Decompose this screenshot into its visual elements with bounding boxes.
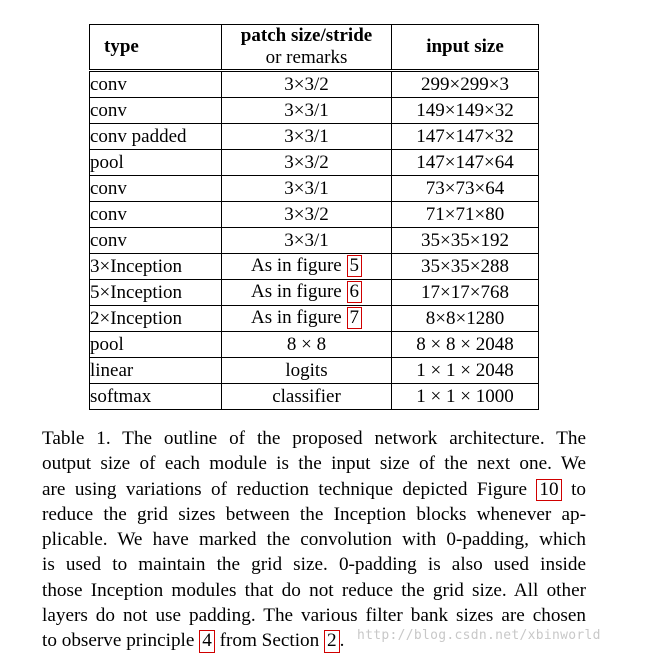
cell-type: softmax bbox=[90, 383, 222, 409]
cell-input: 73×73×64 bbox=[392, 175, 539, 201]
cell-type: conv bbox=[90, 97, 222, 123]
watermark-url: http://blog.csdn.net/xbinworld bbox=[357, 628, 601, 643]
figure-ref-link[interactable]: 7 bbox=[347, 307, 363, 329]
caption-line: reduce the grid sizes between the Inception blocks whenever ap- bbox=[42, 503, 586, 525]
cell-patch: 3×3/2 bbox=[222, 201, 392, 227]
cell-patch bbox=[222, 305, 392, 331]
cell-patch-text: As in figure bbox=[250, 255, 342, 277]
principle-ref-link[interactable]: 4 bbox=[199, 630, 215, 652]
cell-type: 3×Inception bbox=[90, 253, 222, 279]
caption-text: . bbox=[339, 630, 345, 652]
figure-ref-link[interactable]: 6 bbox=[347, 281, 363, 303]
header-patch-line1: patch size/stride bbox=[240, 25, 373, 46]
cell-patch: 3×3/1 bbox=[222, 175, 392, 201]
table-row bbox=[90, 201, 539, 227]
cell-input: 17×17×768 bbox=[392, 279, 539, 305]
table-row bbox=[90, 253, 539, 279]
figure-ref-link[interactable]: 10 bbox=[536, 479, 561, 501]
cell-patch: 3×3/1 bbox=[222, 97, 392, 123]
table-row bbox=[90, 70, 539, 97]
cell-type: conv bbox=[90, 227, 222, 253]
cell-patch: 3×3/1 bbox=[222, 227, 392, 253]
cell-input: 8 × 8 × 2048 bbox=[392, 331, 539, 357]
cell-patch: 3×3/2 bbox=[222, 149, 392, 175]
cell-patch: 8 × 8 bbox=[222, 331, 392, 357]
cell-type: conv padded bbox=[90, 123, 222, 149]
cell-patch bbox=[222, 279, 392, 305]
table-header-row bbox=[90, 25, 539, 71]
architecture-table-container bbox=[89, 24, 539, 410]
cell-input: 299×299×3 bbox=[392, 70, 539, 97]
table-row bbox=[90, 279, 539, 305]
header-type: type bbox=[90, 25, 222, 71]
cell-input: 35×35×192 bbox=[392, 227, 539, 253]
cell-input: 147×147×32 bbox=[392, 123, 539, 149]
cell-input: 147×147×64 bbox=[392, 149, 539, 175]
table-row bbox=[90, 97, 539, 123]
table-row bbox=[90, 305, 539, 331]
caption-line: is used to maintain the grid size. 0-padding is also used inside bbox=[42, 554, 586, 576]
header-input: input size bbox=[392, 25, 539, 71]
cell-input: 1 × 1 × 2048 bbox=[392, 357, 539, 383]
cell-type: 5×Inception bbox=[90, 279, 222, 305]
caption-line: Table 1. The outline of the proposed network architecture. The bbox=[42, 428, 586, 449]
caption-line bbox=[42, 477, 586, 502]
cell-patch-text: As in figure bbox=[250, 307, 342, 329]
caption-line: those Inception modules that do not reduce the grid size. All other bbox=[42, 579, 586, 601]
header-patch bbox=[222, 25, 392, 71]
caption-line: layers do not use padding. The various filter bank sizes are chosen bbox=[42, 605, 586, 627]
cell-patch-text: As in figure bbox=[250, 281, 342, 303]
cell-patch: classifier bbox=[222, 383, 392, 409]
table-row bbox=[90, 123, 539, 149]
table-row bbox=[90, 227, 539, 253]
cell-type: conv bbox=[90, 175, 222, 201]
cell-patch: 3×3/1 bbox=[222, 123, 392, 149]
caption-line: plicable. We have marked the convolution with 0-padding, which bbox=[42, 529, 586, 551]
cell-type: 2×Inception bbox=[90, 305, 222, 331]
cell-type: pool bbox=[90, 331, 222, 357]
cell-type: conv bbox=[90, 70, 222, 97]
cell-input: 149×149×32 bbox=[392, 97, 539, 123]
cell-type: linear bbox=[90, 357, 222, 383]
cell-type: pool bbox=[90, 149, 222, 175]
header-patch-line2: or remarks bbox=[265, 46, 348, 68]
caption-text: to bbox=[561, 478, 586, 500]
table-caption bbox=[42, 426, 586, 654]
table-row bbox=[90, 383, 539, 409]
cell-input: 35×35×288 bbox=[392, 253, 539, 279]
cell-input: 71×71×80 bbox=[392, 201, 539, 227]
cell-type: conv bbox=[90, 201, 222, 227]
table-row bbox=[90, 357, 539, 383]
table-row bbox=[90, 331, 539, 357]
architecture-table bbox=[89, 24, 539, 410]
cell-input: 1 × 1 × 1000 bbox=[392, 383, 539, 409]
table-row bbox=[90, 175, 539, 201]
section-ref-link[interactable]: 2 bbox=[324, 630, 340, 652]
caption-text: from Section bbox=[214, 630, 325, 652]
cell-patch: logits bbox=[222, 357, 392, 383]
table-row bbox=[90, 149, 539, 175]
caption-line: output size of each module is the input size of the next one. We bbox=[42, 453, 586, 475]
cell-patch: 3×3/2 bbox=[222, 70, 392, 97]
figure-ref-link[interactable]: 5 bbox=[347, 255, 363, 277]
cell-input: 8×8×1280 bbox=[392, 305, 539, 331]
caption-text: to observe principle bbox=[42, 630, 200, 652]
caption-text: are using variations of reduction technique depicted Figure bbox=[42, 478, 537, 500]
cell-patch bbox=[222, 253, 392, 279]
